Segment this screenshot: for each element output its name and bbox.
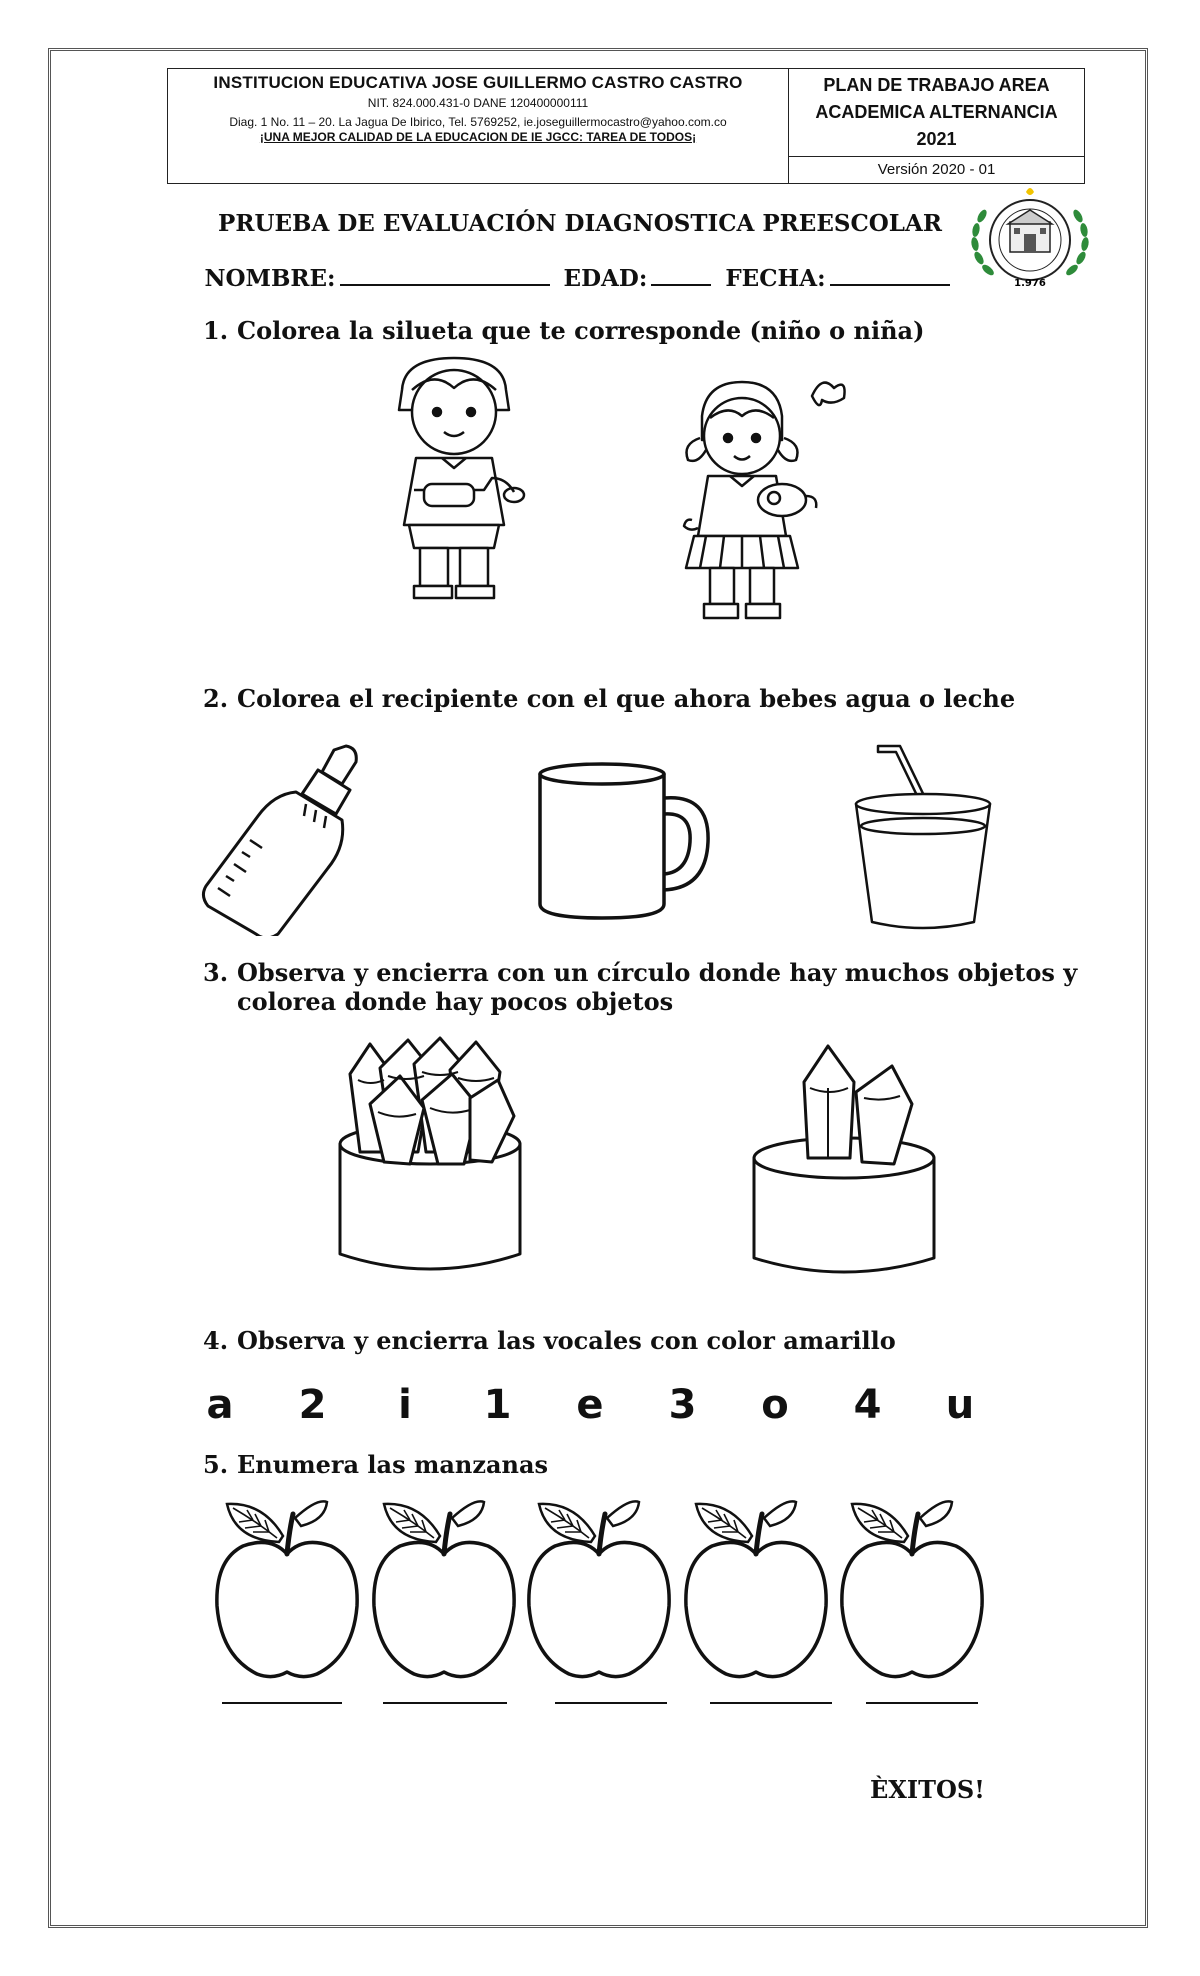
sequence-item[interactable]: o <box>761 1382 789 1428</box>
question-5 <box>203 1450 548 1479</box>
crest-year: 1.976 <box>1014 278 1046 289</box>
many-pencils-cup-image[interactable] <box>330 1034 530 1284</box>
institution-motto: ¡UNA MEJOR CALIDAD DE LA EDUCACION DE IE JGCC: TAREA DE TODOS¡ <box>259 130 697 144</box>
date-label: FECHA: <box>725 265 826 292</box>
question-4-number: 4. <box>203 1326 229 1355</box>
baby-bottle-image[interactable] <box>196 736 376 936</box>
sequence-item[interactable]: 4 <box>853 1382 882 1428</box>
question-3 <box>203 958 1077 1016</box>
document-header <box>167 68 1085 184</box>
apple-image-4[interactable] <box>682 1496 832 1686</box>
plan-line-2: ACADEMICA ALTERNANCIA <box>815 102 1058 122</box>
plan-line-1: PLAN DE TRABAJO AREA <box>823 75 1050 95</box>
question-5-number: 5. <box>203 1450 229 1479</box>
institution-address: Diag. 1 No. 11 – 20. La Jagua De Ibirico, Tel. 5769252, ie.joseguillermocastro@yahoo.com.co <box>229 115 727 129</box>
question-5-text: Enumera las manzanas <box>237 1450 549 1479</box>
mug-image[interactable] <box>532 758 717 926</box>
sequence-item[interactable]: 2 <box>298 1382 327 1428</box>
version-label: Versión 2020 - 01 <box>789 156 1084 183</box>
apple-answer-line-3[interactable] <box>555 1702 667 1704</box>
question-3-text: Observa y encierra con un círculo donde hay muchos objetos y <box>237 958 1078 987</box>
age-blank[interactable] <box>651 262 711 286</box>
apple-answer-line-4[interactable] <box>710 1702 832 1704</box>
question-1-text: Colorea la silueta que te corresponde (niño o niña) <box>237 316 925 345</box>
age-label: EDAD: <box>563 265 648 292</box>
apple-image-3[interactable] <box>525 1496 675 1686</box>
question-3-text-line-2: colorea donde hay pocos objetos <box>237 987 674 1016</box>
date-blank[interactable] <box>830 262 950 286</box>
institution-nit: NIT. 824.000.431-0 DANE 120400000111 <box>367 96 589 110</box>
girl-silhouette[interactable] <box>662 368 872 630</box>
apple-image-5[interactable] <box>838 1496 988 1686</box>
plan-title <box>789 69 1084 156</box>
apple-answer-line-1[interactable] <box>222 1702 342 1704</box>
few-pencils-cup-image[interactable] <box>744 1038 944 1284</box>
sequence-item[interactable]: a <box>206 1382 234 1428</box>
cup-with-straw-image[interactable] <box>848 744 998 934</box>
sequence-item[interactable]: 1 <box>483 1382 512 1428</box>
sequence-item[interactable]: u <box>945 1382 975 1428</box>
question-4 <box>203 1326 896 1355</box>
vowels-and-numbers-row <box>200 1382 980 1428</box>
question-3-number: 3. <box>203 958 229 987</box>
institution-name: INSTITUCION EDUCATIVA JOSE GUILLERMO CASTRO CASTRO <box>213 73 743 92</box>
apple-image-2[interactable] <box>370 1496 520 1686</box>
apple-image-1[interactable] <box>213 1496 363 1686</box>
plan-year: 2021 <box>916 129 957 149</box>
apple-answer-line-5[interactable] <box>866 1702 978 1704</box>
boy-silhouette[interactable] <box>364 350 544 605</box>
name-blank[interactable] <box>340 262 550 286</box>
question-2-text: Colorea el recipiente con el que ahora bebes agua o leche <box>237 684 1016 713</box>
sequence-item[interactable]: 3 <box>668 1382 697 1428</box>
name-label: NOMBRE: <box>204 265 336 292</box>
sequence-item[interactable]: e <box>576 1382 604 1428</box>
question-4-text: Observa y encierra las vocales con color amarillo <box>237 1326 896 1355</box>
question-2-number: 2. <box>203 684 229 713</box>
question-1 <box>203 316 924 345</box>
question-1-number: 1. <box>203 316 229 345</box>
sequence-item[interactable]: i <box>398 1382 412 1428</box>
question-2 <box>203 684 1015 713</box>
student-info-line <box>140 262 1020 292</box>
closing-message: ÈXITOS! <box>870 1775 985 1804</box>
institution-block <box>168 69 789 183</box>
plan-block <box>789 69 1084 183</box>
page-title: PRUEBA DE EVALUACIÓN DIAGNOSTICA PREESCOLAR <box>218 210 942 237</box>
apple-answer-line-2[interactable] <box>383 1702 507 1704</box>
